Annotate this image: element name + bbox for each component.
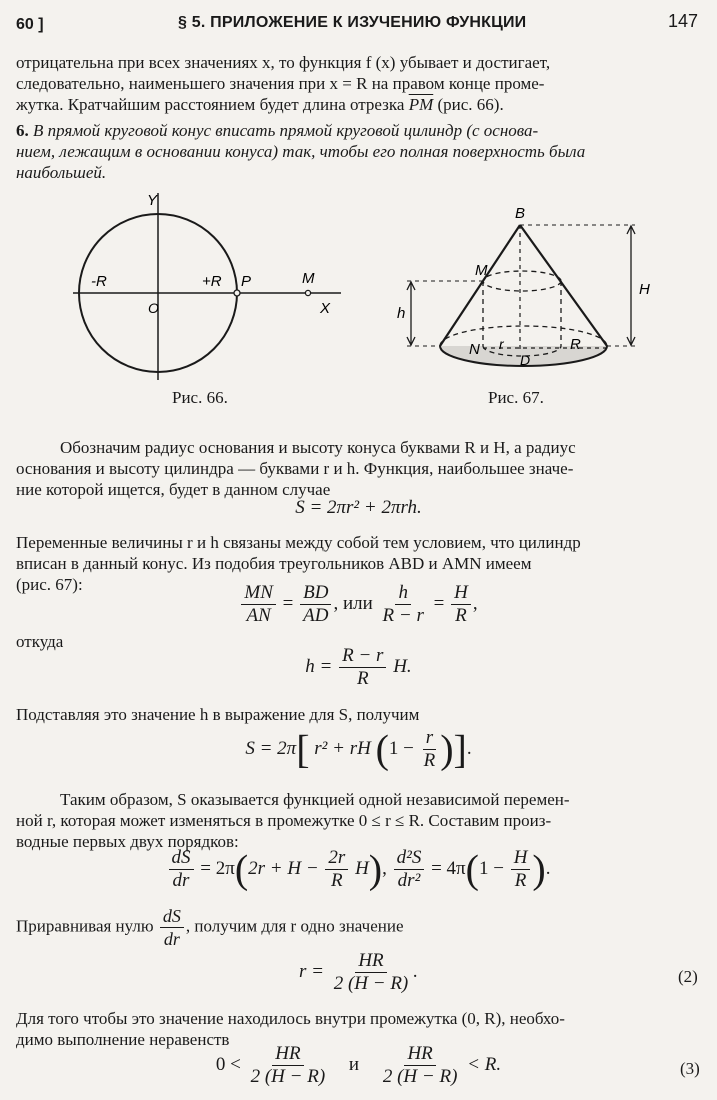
label-m: M [475, 262, 488, 279]
label-minus-r: -R [91, 273, 107, 290]
equation-number-2: (2) [678, 967, 698, 986]
paragraph-intro: отрицательна при всех значениях x, то функция f (x) убывает и достигает, следовательно, наименьшего значения при x = R на правом конце проме- жутка. Кратчайшим расстоянием будет длина отрезка $\overline{PM}$ (рис. 66). [16, 53, 551, 114]
word-otkuda: откуда [16, 632, 64, 651]
running-title: § 5. ПРИЛОЖЕНИЕ К ИЗУЧЕНИЮ ФУНКЦИИ [178, 14, 527, 31]
cone-left-side [440, 225, 520, 346]
label-b: B [515, 205, 526, 222]
caption-fig67: Рис. 67. [488, 388, 544, 407]
equation-2: r = $\frac{HR}{2 (H - R)}$ . [298, 950, 419, 994]
label-small-h: h [397, 305, 406, 322]
label-p: P [241, 273, 252, 290]
caption-fig66: Рис. 66. [172, 388, 228, 407]
paragraph-conditions: Для того чтобы это значение находилось внутри промежутка (0, R), необхо- димо выполнение неравенств [16, 1009, 565, 1049]
label-small-r: r [499, 336, 504, 352]
cylinder-top [483, 271, 561, 291]
equation-number-3: (3) [680, 1059, 700, 1078]
equation-s-substituted: S = 2π[ r² + rH (1 − $\frac{r}{R}$ )]. [245, 726, 472, 772]
label-big-h: H [639, 281, 650, 298]
label-x: X [320, 300, 331, 317]
label-plus-r: +R [202, 273, 222, 290]
figure-66 [55, 185, 355, 385]
paragraph-derivatives: Таким образом, S оказывается функцией одной независимой перемен- ной r, которая может изменяться в промежутке 0 ≤ r ≤ R. Составим произ- водные первых двух порядков: [16, 790, 570, 851]
segment-pm: $\overline{PM}$ [408, 95, 434, 114]
label-y: Y [147, 192, 158, 209]
cone-base-back [440, 326, 607, 346]
equation-surface: S = 2πr² + 2πrh. [295, 497, 422, 518]
equation-3: 0 < $\frac{HR}{2 (H - R)}$ и $\frac{HR}{2 (H - R)}$ < R. [215, 1043, 502, 1087]
paragraph-notation: Обозначим радиус основания и высоту конуса буквами R и H, а радиус основания и высоту цилиндра — буквами r и h. Функция, наибольшее значе- ние которой ищется, будет в данном случае [16, 438, 576, 499]
equation-derivatives: $\frac{dS}{dr}$ = 2π(2r + H − $\frac{2r}{R}$ H), $\frac{\text{d²S}}{\text{dr²}}$ = 4π(1 − $\frac{H}{R}$ ). [0, 847, 717, 892]
paragraph-substitute: Подставляя это значение h в выражение для S, получим [16, 705, 420, 724]
equation-similarity: $\frac{MN}{AN}$ = $\frac{BD}{AD}$ , или $\frac{h}{R - r}$ = $\frac{H}{R}$ , [0, 582, 717, 627]
left-page-mark: 60 ] [16, 16, 44, 33]
figure-67 [395, 200, 655, 375]
page-number: 147 [668, 11, 699, 31]
label-big-r: R [570, 336, 581, 353]
point-p [234, 290, 240, 296]
label-o: O [148, 300, 159, 316]
problem-number: 6. [16, 121, 29, 140]
paragraph-set-zero: Приравнивая нулю $\frac{dS}{dr}$ , получим для r одно значение [16, 906, 404, 949]
label-n: N [469, 341, 480, 358]
point-m [305, 290, 310, 295]
equation-h: h = $\frac{R - r}{R}$ H. [305, 645, 412, 689]
paragraph-similarity: Переменные величины r и h связаны между собой тем условием, что цилиндр вписан в данный конус. Из подобия треугольников ABD и AMN имеем (рис. 67): [16, 533, 581, 594]
label-d: D [520, 352, 531, 368]
problem-6: 6. В прямой круговой конус вписать прямой круговой цилиндр (с основа- нием, лежащим в основании конуса) так, чтобы его полная поверхность была наибольшей. [16, 121, 586, 182]
label-m: M [302, 270, 315, 287]
